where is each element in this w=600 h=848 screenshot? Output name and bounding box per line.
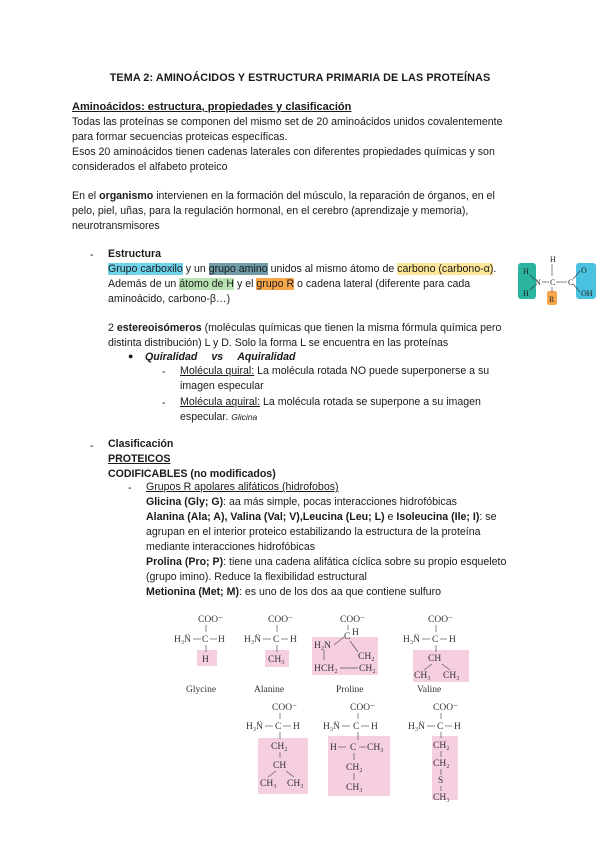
valine-label: Valine [417, 685, 442, 695]
quiral-item [180, 364, 489, 394]
prolina-bold: Prolina (Pro; P) [146, 556, 224, 568]
methionine-structure [408, 703, 461, 802]
met-s: S [438, 776, 444, 786]
proteicos-heading: PROTEICOS [108, 453, 171, 465]
glicina-text: : aa más simple, pocas interacciones hidrofóbicas [223, 496, 457, 508]
met-c: C [437, 722, 444, 732]
grupo-r-highlight: grupo R [256, 278, 295, 290]
amino-acid-diagram [516, 254, 598, 310]
amino-highlight: grupo amino [208, 263, 268, 275]
intro-line-1: Todas las proteínas se componen del mismo set de 20 aminoácidos unidos covalentemente [72, 116, 503, 128]
ile-h3n: H₃N̈ [323, 722, 341, 732]
stereo-block [108, 321, 501, 351]
aquiralidad-label: Aquiralidad [237, 351, 296, 363]
pro-ch2-right: CH₂ [358, 652, 375, 662]
leu-ch: CH [273, 761, 287, 771]
alanine-label: Alanine [254, 685, 285, 695]
intro-paragraph [72, 115, 502, 175]
quiralidad-label: Quiralidad [145, 351, 198, 363]
leu-c: C [275, 722, 282, 732]
proline-structure [312, 615, 378, 695]
alanina-line-2: agrupan en el interior proteico estabilizando la estructura de la proteína [146, 526, 481, 538]
ile-h: H [371, 722, 378, 732]
ile-c: C [353, 722, 360, 732]
leu-ch3-left: CH₃ [260, 779, 277, 789]
glycine-structure [174, 615, 225, 695]
atomo-h-highlight: átomo de H [179, 278, 235, 290]
diag-c-carboxyl: C [568, 278, 574, 287]
text-cadena: o cadena lateral (diferente para cada [294, 278, 471, 290]
pro-ch2-bottom: CH₂ [359, 664, 376, 674]
bullet-icon: ● [128, 351, 134, 361]
val-coo: COO⁻ [428, 615, 454, 625]
clasificacion-heading: Clasificación [108, 438, 174, 450]
stereo-n: 2 [108, 322, 117, 334]
organism-line-2: pelo, piel, uñas, para la regulación hormonal, en el cerebro (aprendizaje y memoria), [72, 205, 469, 217]
leu-ch3-right: CH₃ [287, 779, 304, 789]
text-ademas: Además de un [108, 278, 180, 290]
page-title: TEMA 2: AMINOÁCIDOS Y ESTRUCTURA PRIMARIA DE LAS PROTEÍNAS [109, 72, 491, 84]
text-dot: . [493, 263, 497, 275]
aquiral-text: La molécula rotada se superpone a su imagen [260, 396, 481, 408]
organism-line-1: intervienen en la formación del músculo, la reparación de órganos, en el [153, 190, 495, 202]
stereo-line-2: distinta distribución) L y D. Solo la forma L se encuentra en las proteínas [108, 337, 449, 349]
ala-c: C [273, 635, 280, 645]
leu-h: H [293, 722, 300, 732]
quiral-line-2: imagen especular [180, 380, 264, 392]
pro-h: H [352, 628, 359, 638]
pro-ch2-left: CH₂ [321, 664, 338, 674]
val-ch: CH [428, 654, 442, 664]
quiral-text: La molécula rotada NO puede superponerse a su [254, 365, 490, 377]
isoleucina-bold: Isoleucina (Ile; I) [396, 511, 480, 523]
clasificacion-dash: - [90, 440, 94, 452]
met-h: H [454, 722, 461, 732]
codificables-heading: CODIFICABLES (no modificados) [108, 468, 276, 480]
alanine-structure [244, 615, 297, 695]
glicina-bold: Glicina (Gly; G) [146, 496, 224, 508]
diag-r: R [549, 295, 555, 304]
ile-h-side: H [330, 743, 337, 753]
aquiral-label: Molécula aquiral: [180, 396, 261, 408]
quiral-label: Molécula quiral: [180, 365, 255, 377]
organism-paragraph [72, 189, 495, 234]
ile-ch3-side: CH₃ [367, 743, 384, 753]
leu-coo: COO⁻ [272, 703, 298, 713]
pro-c: C [344, 632, 351, 642]
text-y-un: y un [182, 263, 209, 275]
val-c: C [432, 635, 439, 645]
val-ch3-left: CH₃ [414, 671, 431, 681]
text-unidos: unidos al mismo átomo de [267, 263, 398, 275]
gly-coo: COO⁻ [198, 615, 224, 625]
intro-line-4: considerados el alfabeto proteico [72, 161, 228, 173]
diag-h-alpha: H [550, 255, 556, 264]
val-ch3-right: CH₃ [443, 671, 460, 681]
carboxilo-highlight: Grupo carboxilo [108, 263, 183, 275]
ile-ch2: CH₂ [346, 763, 363, 773]
ala-ch3: CH₃ [268, 655, 285, 665]
ala-coo: COO⁻ [268, 615, 294, 625]
metionina-text: : es uno de los dos aa que contiene sulfuro [238, 586, 441, 598]
val-h3n: H₃N̈ [403, 635, 421, 645]
ala-h3n: H₃N̈ [244, 635, 262, 645]
ala-h: H [290, 635, 297, 645]
quiralidad-heading [145, 351, 295, 363]
organism-line-3: neurotransmisores [72, 220, 160, 232]
aquiral-line-2: especular. [180, 411, 232, 423]
met-ch2-a: CH₂ [433, 741, 450, 751]
alanina-line-3: mediante interacciones hidrofóbicas [146, 541, 316, 553]
metionina-bold: Metionina (Met; M) [146, 586, 239, 598]
valine-structure [403, 615, 469, 695]
ile-ch3: CH₃ [346, 783, 363, 793]
amino-acid-structures [160, 612, 480, 802]
prolina-line-2: (grupo imino). Reduce la flexibilidad estructural [146, 571, 367, 583]
intro-line-3: Esos 20 aminoácidos tienen cadenas laterales con diferentes propiedades químicas y son [72, 146, 495, 158]
text-y-el: y el [234, 278, 257, 290]
ile-c-beta: C [350, 743, 357, 753]
clasificacion-block [108, 437, 276, 482]
intro-line-2: para formar secuencias proteicas específicas. [72, 131, 288, 143]
val-h: H [449, 635, 456, 645]
estructura-heading: Estructura [108, 248, 161, 260]
diag-n: N [535, 278, 541, 287]
diag-oh: OH [581, 289, 593, 298]
gly-h: H [218, 635, 225, 645]
proline-label: Proline [336, 685, 364, 695]
leu-ch2: CH₂ [271, 742, 288, 752]
stereo-bold: estereoisómeros [116, 322, 202, 334]
aquiral-item [180, 395, 481, 425]
alanina-text: : se [479, 511, 497, 523]
organism-bold: organismo [99, 190, 154, 202]
pro-coo: COO⁻ [340, 615, 366, 625]
apolares-block [146, 480, 506, 600]
ile-coo: COO⁻ [350, 703, 376, 713]
gly-h3n: H₃N̈ [174, 635, 192, 645]
estructura-line-3: aminoácido, carbono-β…) [108, 293, 231, 305]
organism-pre: En el [72, 190, 100, 202]
alanina-e: e [384, 511, 397, 523]
prolina-text: : tiene una cadena alifática cíclica sobre su propio esqueleto [223, 556, 507, 568]
glycine-label: Glycine [186, 685, 217, 695]
grupos-r-heading: Grupos R apolares alifáticos (hidrofobos) [146, 481, 339, 493]
diag-c-alpha: C [550, 278, 556, 287]
glicina-note: Glicina [231, 412, 258, 422]
leu-h3n: H₃N̈ [246, 722, 264, 732]
pro-h2n: H₂N [314, 641, 332, 651]
met-coo: COO⁻ [433, 703, 459, 713]
section-heading: Aminoácidos: estructura, propiedades y clasificación [72, 101, 352, 113]
met-h3n: H₃N̈ [408, 722, 426, 732]
alanina-bold: Alanina (Ala; A), Valina (Val; V),Leucina (Leu; L) [146, 511, 385, 523]
estructura-block [108, 247, 496, 307]
diag-o: O [581, 266, 587, 275]
stereo-line-1: (moléculas químicas que tienen la misma fórmula química pero [201, 322, 502, 334]
pro-h2c-h: H [314, 664, 321, 674]
isoleucine-structure [323, 703, 390, 796]
gly-c: C [202, 635, 209, 645]
diag-h-bottom-left: H [523, 289, 529, 298]
estructura-dash: - [90, 249, 94, 261]
met-ch2-b: CH₂ [433, 759, 450, 769]
carbono-highlight: carbono (carbono-α) [397, 263, 494, 275]
vs-label: vs [211, 351, 224, 363]
leucine-structure [246, 703, 308, 794]
diag-h-top-left: H [523, 267, 529, 276]
gly-r-h: H [202, 655, 209, 665]
met-ch3: CH₃ [433, 793, 450, 802]
